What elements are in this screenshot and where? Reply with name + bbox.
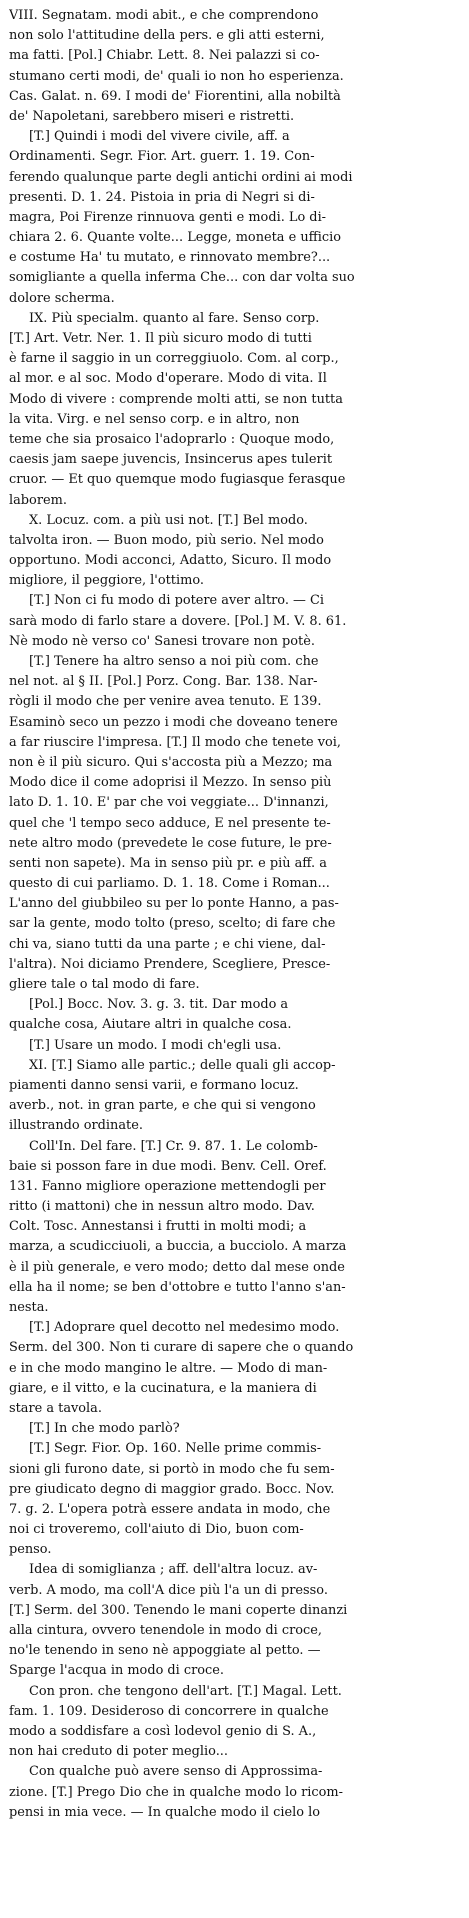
text-line: migliore, il peggiore, l'ottimo.: [9, 573, 204, 589]
text-line: nete altro modo (prevedete le cose future, le pre-: [9, 835, 332, 851]
text-line: talvolta iron. — Buon modo, più serio. Nel modo: [9, 532, 324, 548]
paragraph-section-ix: [9, 309, 460, 511]
text-line: L'anno del giubbileo su per lo ponte Hanno, a pas-: [9, 896, 339, 912]
text-line: Coll'In. Del fare. [T.] Cr. 9. 87. 1. Le colomb-: [29, 1138, 318, 1154]
text-line: dolore scherma.: [9, 290, 115, 306]
text-line: illustrando ordinate.: [9, 1118, 143, 1134]
paragraph-viii-vivere-civile: [9, 127, 460, 309]
text-line: nesta.: [9, 1300, 49, 1315]
paragraph-xi-somiglianza: [9, 1560, 460, 1681]
text-line: averb., not. in gran parte, e che qui si vengono: [9, 1098, 316, 1114]
text-line: baie si posson fare in due modi. Benv. Cell. Oref.: [9, 1158, 327, 1174]
paragraph-x-dar-modo: [9, 995, 460, 1035]
text-line: ella ha il nome; se ben d'ottobre e tutto l'anno s'an-: [9, 1279, 346, 1295]
text-line: non hai creduto di poter meglio...: [9, 1744, 229, 1760]
text-line: laborem.: [9, 492, 67, 508]
text-line: sar la gente, modo tolto (preso, scelto; di fare che: [9, 916, 336, 932]
text-line: ritto (i mattoni) che in nessun altro modo. Dav.: [9, 1199, 315, 1215]
text-line: piamenti danno sensi varii, e formano locuz.: [9, 1077, 299, 1093]
text-line: zione. [T.] Prego Dio che in qualche modo lo ricom-: [9, 1784, 343, 1800]
text-line: quel che 'l tempo seco adduce, E nel presente te-: [9, 815, 331, 831]
text-line: è farne il saggio in un correggiuolo. Com. al corp.,: [9, 351, 339, 367]
text-line: pre giudicato degno di maggior grado. Bocc. Nov.: [9, 1481, 335, 1497]
paragraph-xi-decotto: [9, 1318, 460, 1419]
text-line: questo di cui parliamo. D. 1. 18. Come i Roman...: [9, 876, 330, 892]
text-line: alla cintura, ovvero tenendole in modo di croce,: [9, 1623, 322, 1638]
text-line: noi ci troveremo, coll'aiuto di Dio, buon com-: [9, 1522, 304, 1538]
text-line: [Pol.] Bocc. Nov. 3. g. 3. tit. Dar modo a: [29, 997, 289, 1013]
text-line: al mor. e al soc. Modo d'operare. Modo di vita. Il: [9, 371, 327, 387]
text-line: IX. Più specialm. quanto al fare. Senso corp.: [29, 310, 320, 326]
paragraph-xi-approssimazione: [9, 1762, 460, 1823]
text-line: nel not. al § II. [Pol.] Porz. Cong. Bar. 138. Nar-: [9, 674, 318, 690]
text-line: l'altra). Noi diciamo Prendere, Scegliere, Presce-: [9, 956, 331, 972]
text-line: Idea di somiglianza ; aff. dell'altra locuz. av-: [29, 1562, 318, 1578]
text-line: de' Napoletani, sarebbero miseri e ristretti.: [9, 108, 295, 124]
text-line: [T.] Segr. Fior. Op. 160. Nelle prime commis-: [29, 1441, 322, 1457]
text-line: giare, e il vitto, e la cucinatura, e la maniera di: [9, 1380, 317, 1396]
text-line: [T.] Art. Vetr. Ner. 1. Il più sicuro modo di tutti: [9, 331, 312, 346]
paragraph-x-tenere: [9, 652, 460, 995]
text-line: penso.: [9, 1542, 52, 1558]
text-line: non solo l'attitudine della pers. e gli atti esterni,: [9, 28, 325, 44]
text-line: Colt. Tosc. Annestansi i frutti in molti modi; a: [9, 1219, 307, 1235]
paragraph-x-usare: [9, 1036, 460, 1056]
paragraph-xi-del-fare: [9, 1137, 460, 1319]
text-line: ferendo qualunque parte degli antichi ordini ai modi: [9, 169, 353, 185]
text-line: presenti. D. 1. 24. Pistoia in pria di Negri si di-: [9, 189, 315, 205]
text-line: no'le tenendo in seno nè appoggiate al petto. —: [9, 1643, 321, 1659]
paragraph-xi-segr-fior: [9, 1439, 460, 1560]
text-line: Modo dice il come adoprisi il Mezzo. In senso più: [9, 775, 332, 791]
text-line: Ordinamenti. Segr. Fior. Art. guerr. 1. 19. Con-: [9, 149, 315, 165]
text-line: Nè modo nè verso co' Sanesi trovare non potè.: [9, 633, 315, 649]
paragraph-section-xi: [9, 1056, 460, 1137]
text-line: Con qualche può avere senso di Approssima-: [29, 1764, 323, 1780]
text-line: [T.] Tenere ha altro senso a noi più com. che: [29, 654, 319, 669]
text-line: [T.] Usare un modo. I modi ch'egli usa.: [29, 1037, 282, 1053]
text-line: a far riuscire l'impresa. [T.] Il modo che tenete voi,: [9, 734, 342, 750]
text-line: sarà modo di farlo stare a dovere. [Pol.] M. V. 8. 61.: [9, 613, 347, 629]
text-line: non è il più sicuro. Qui s'accosta più a Mezzo; ma: [9, 754, 333, 770]
text-line: e in che modo mangino le altre. — Modo di man-: [9, 1360, 328, 1376]
text-line: è il più generale, e vero modo; detto dal mese onde: [9, 1259, 345, 1275]
text-line: rògli il modo che per venire avea tenuto. E 139.: [9, 694, 322, 710]
text-line: stare a tavola.: [9, 1400, 102, 1416]
paragraph-section-x: [9, 511, 460, 592]
text-line: gliere tale o tal modo di fare.: [9, 977, 200, 992]
text-line: senti non sapete). Ma in senso più pr. e più aff. a: [9, 855, 327, 871]
text-line: opportuno. Modi acconci, Adatto, Sicuro. Il modo: [9, 553, 332, 569]
text-line: fam. 1. 109. Desideroso di concorrere in qualche: [9, 1703, 329, 1719]
text-line: ma fatti. [Pol.] Chiabr. Lett. 8. Nei palazzi si co-: [9, 48, 320, 64]
text-line: chi va, siano tutti da una parte ; e chi viene, dal-: [9, 936, 326, 952]
text-line: teme che sia prosaico l'adoprarlo : Quoque modo,: [9, 431, 335, 447]
text-line: e costume Ha' tu mutato, e rinnovato membre?...: [9, 250, 331, 266]
text-line: lato D. 1. 10. E' par che voi veggiate... D'innanzi,: [9, 795, 329, 811]
text-line: [T.] Serm. del 300. Tenendo le mani coperte dinanzi: [9, 1602, 348, 1618]
text-line: caesis jam saepe juvencis, Insincerus apes tulerit: [9, 452, 332, 468]
text-line: [T.] Non ci fu modo di potere aver altro. — Ci: [29, 593, 324, 609]
text-line: marza, a scudicciuoli, a buccia, a bucciolo. A marza: [9, 1239, 347, 1255]
text-line: [T.] In che modo parlò?: [29, 1421, 180, 1437]
text-line: sioni gli furono date, si portò in modo che fu sem-: [9, 1461, 335, 1477]
text-line: Serm. del 300. Non ti curare di sapere che o quando: [9, 1340, 354, 1356]
text-line: Cas. Galat. n. 69. I modi de' Fiorentini, alla nobiltà: [9, 88, 341, 104]
text-line: chiara 2. 6. Quante volte... Legge, moneta e ufficio: [9, 230, 342, 246]
text-line: Esaminò seco un pezzo i modi che doveano tenere: [9, 714, 338, 730]
text-line: modo a soddisfare a così lodevol genio di S. A.,: [9, 1723, 317, 1739]
text-line: cruor. — Et quo quemque modo fugiasque ferasque: [9, 472, 346, 488]
text-line: Con pron. che tengono dell'art. [T.] Magal. Lett.: [29, 1683, 342, 1699]
text-line: somigliante a quella inferma Che... con dar volta suo: [9, 270, 355, 286]
text-line: pensi in mia vece. — In qualche modo il cielo lo: [9, 1804, 320, 1820]
text-line: [T.] Quindi i modi del vivere civile, aff. a: [29, 129, 290, 145]
text-line: qualche cosa, Aiutare altri in qualche cosa.: [9, 1017, 292, 1033]
text-line: [T.] Adoprare quel decotto nel medesimo modo.: [29, 1320, 340, 1336]
paragraph-xi-pronomi: [9, 1682, 460, 1763]
text-line: verb. A modo, ma coll'A dice più l'a un di presso.: [9, 1582, 328, 1598]
paragraph-section-viii: [9, 6, 460, 127]
text-line: Sparge l'acqua in modo di croce.: [9, 1663, 224, 1679]
text-line: la vita. Virg. e nel senso corp. e in altro, non: [9, 411, 300, 427]
text-line: 7. g. 2. L'opera potrà essere andata in modo, che: [9, 1501, 331, 1517]
text-line: XI. [T.] Siamo alle partic.; delle quali gli accop-: [29, 1057, 336, 1073]
text-line: VIII. Segnatam. modi abit., e che comprendono: [9, 8, 319, 23]
text-line: 131. Fanno migliore operazione mettendogli per: [9, 1178, 326, 1194]
text-line: Modo di vivere : comprende molti atti, se non tutta: [9, 391, 343, 407]
text-line: X. Locuz. com. a più usi not. [T.] Bel modo.: [29, 512, 308, 528]
paragraph-xi-parlo: [9, 1419, 460, 1439]
paragraph-x-potere-avere: [9, 591, 460, 652]
text-line: magra, Poi Firenze rinnuova genti e modi. Lo di-: [9, 209, 327, 225]
text-line: stumano certi modi, de' quali io non ho esperienza.: [9, 68, 344, 84]
